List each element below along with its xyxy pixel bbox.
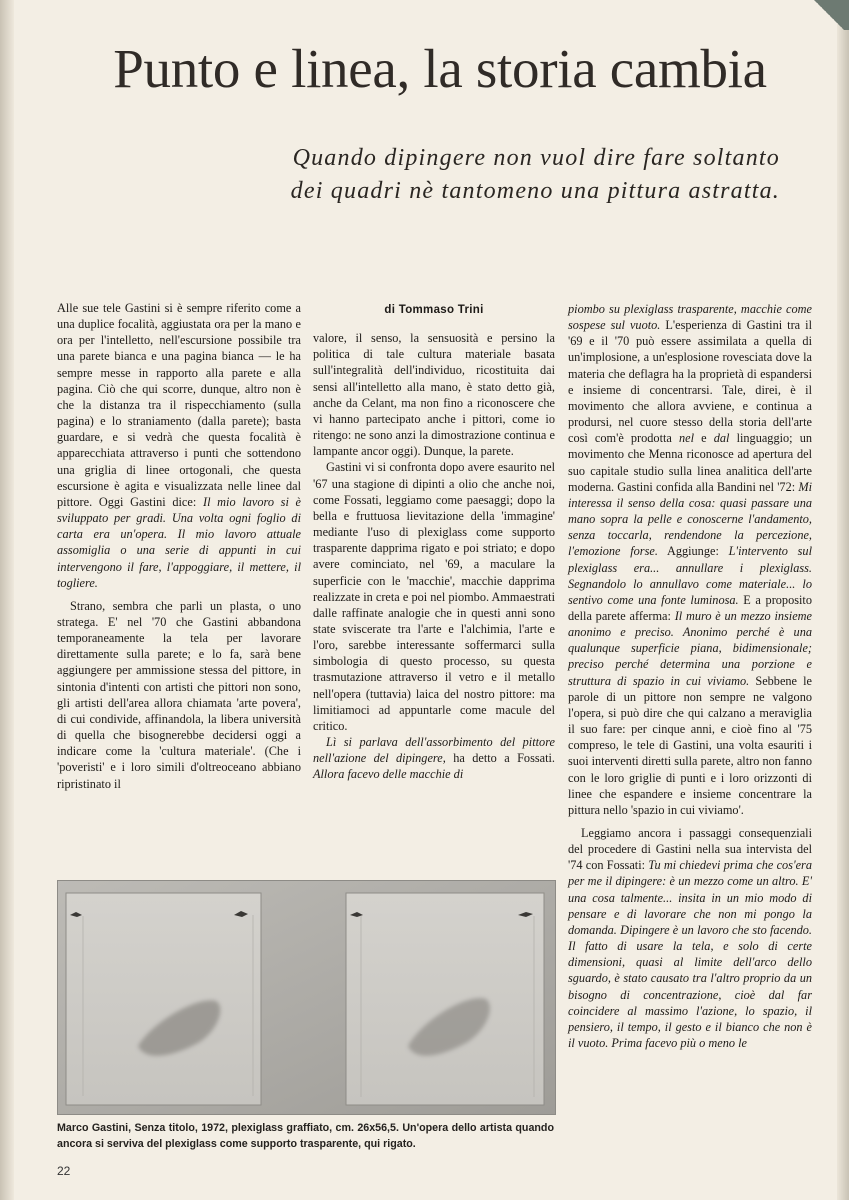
- article-title: Punto e linea, la storia cambia: [113, 38, 767, 99]
- quote-run: piombo su plexiglass trasparente, macchie come sospese sul vuoto.: [568, 302, 812, 333]
- quote-run: Allora facevo delle macchie di: [313, 767, 464, 782]
- artwork-photo: [57, 880, 556, 1115]
- quote-run: nel: [679, 431, 695, 446]
- paragraph: valore, il senso, la sensuosità e persino la politica di tale cultura materiale basata sull'integralità dell'individuo, ricostituita dai sensi all'intelletto alla mano, è stato detto già, anche da Celant, ma non fino a riconoscere che vi hanno partecipato anche i pittori, come io ritengo: ne sono anzi la dimostrazione continua e lampante ancor oggi). Dunque, la parete.: [313, 331, 555, 459]
- page-spine-shadow: [0, 0, 14, 1200]
- text-run: linguaggio; un movimento che Menna riconosce ad apertura del suo capitale studio sulla linea analitica dell'arte moderna. Gastini confida alla Bandini nel '72:: [568, 431, 813, 494]
- text-run: Leggiamo ancora i passaggi consequenziali del procedere di Gastini nella sua intervista del '74 con Fossati:: [568, 826, 812, 873]
- paragraph: [57, 300, 301, 591]
- subtitle-line-2: dei quadri nè tantomeno una pittura astratta.: [290, 178, 780, 204]
- text-run: E a proposito della parete afferma:: [568, 592, 812, 623]
- text-column-2: [313, 300, 555, 783]
- paragraph: [568, 301, 812, 818]
- text-column-3: [568, 301, 812, 1051]
- quote-run: Mi interessa il senso della cosa: quasi passare una mano sopra la pelle e conoscerne l'andamento, senza toccarla, rendendone la percezione, l'emozione forse.: [568, 479, 812, 559]
- text-run: Aggiunge:: [657, 544, 729, 559]
- paragraph: [313, 734, 555, 782]
- page-number: 22: [57, 1164, 71, 1178]
- text-run: ha detto a Fossati.: [445, 751, 556, 766]
- quote-run: Il muro è un mezzo insieme anonimo e preciso. Anonimo perché è una qualunque superficie piana, bidimensionale; preciso perché determina una porzione e struttura di spazio in cui viviamo.: [568, 608, 813, 688]
- quote-run: Tu mi chiedevi prima che cos'era per me il dipingere: è un mezzo come un altro. E' una cosa talmente... insita in un mio modo di pensare e di lavorare che non mi pongo la domanda. Dipingere è un lavoro che sto facendo. Il fatto di usare la tela, e solo di certe dimensioni, quasi al limite dell'arco dello sguardo, è stato causato tra l'altro proprio da un bisogno di concentrazione, cioè dal far coincidere al massimo l'azione, lo spazio, il pensiero, il tempo, il gesto e il bianco che non è il vuoto. Prima facevo più o meno le: [568, 858, 812, 1051]
- text-run: Sebbene le parole di un pittore non sempre ne valgono l'opera, si può dire che qui calzano a meraviglia il suo fare: per cinque anni, e cioè fino al '75 compreso, le tele di Gastini, una volta esauriti i suoi interventi diretti sulla parete, altro non fanno con le loro griglie di punti e i loro orizzonti di linee che espandere e insieme concentrare la pittura nello 'spazio in cui viviamo'.: [568, 673, 813, 817]
- paragraph: Strano, sembra che parli un plasta, o uno stratega. E' nel '70 che Gastini abbandona temporaneamente la tela per lavorare direttamente sulla parete; e lo fa, sarà bene aggiungere per ammissione stessa del pittore, in sintonia d'intenti con artisti che pittori non sono, gli artisti dell'area allora chiamata 'arte povera', di cui condivide, affinandola, la libera università di quella che bisognerebbe decidersi oggi a indicare come la 'cultura materiale'. (Che i 'poveristi' e i loro simili d'oltreoceano abbiano ripristinato il: [57, 598, 301, 791]
- quote-run: Il mio lavoro si è sviluppato per gradi. Una volta ogni foglio di carta era un'opera. Il mio lavoro attuale assomiglia o una serie di appunti in cui intervengono il fare, l'appoggiare, il mettere, il togliere.: [57, 494, 302, 590]
- page-edge-shadow: [837, 0, 849, 1200]
- text-run: L'esperienza di Gastini tra il '69 e il '70 può essere assimilata a quella di un'implosione, a un'esplosione rovesciata dove la materia che deflagra ha la proprietà di espandersi e insieme di concentrarsi. Tale, direi, è il movimento che allora avviene, e continua a prodursi, nel cuore stesso della storia dell'arte così com'è prodotta: [568, 318, 813, 446]
- byline: di Tommaso Trini: [384, 304, 484, 316]
- page-corner: [809, 0, 849, 30]
- text-run: e: [694, 431, 714, 446]
- quote-run: dal: [713, 431, 730, 446]
- quote-run: Lì si parlava dell'assorbimento del pittore nell'azione del dipingere,: [313, 735, 555, 766]
- paragraph: Gastini vi si confronta dopo avere esaurito nel '67 una stagione di dipinti a olio che anche noi, come Fossati, leggiamo come paesaggi; dopo la bella e fruttuosa lievitazione della 'immagine' mediante l'uso di plexiglass come supporto trasparente dapprima rigato e poi striato; e dopo avere cominciato, nel '69, a maculare la superficie con le 'macchie', macchie dapprima realizzate in creta e poi nel piombo. Ammaestrati dalle raffinate analogie che in questi anni sono state sviscerate tra l'arte e l'alchimia, l'arte e l'oro, sarebbe interessante soffermarci sulla simbologia di questo processo, su questa trasmutazione attraverso il vetro e il metallo nell'opera (tuttavia) laica del nostro pittore: ma limitiamoci ad appuntarle come macule del critico.: [313, 460, 555, 733]
- text-run: Alle sue tele Gastini si è sempre riferito come a una duplice focalità, aggiustata ora per la mano e ora per l'intelletto, nell'escursione possibile tra una parete bianca e una pagina bianca — le ha sempre messe in rapporto alla parete e alla pagina. Ciò che qui scorre, dunque, altro non è che la distanza tra il rispecchiamento (sulla pagina) e lo straniamento (dalla parete); basta guardare, e si vedrà che questa focalità è apparecchiata attraverso i punti che sottendono una griglia di linee ortogonali, che questa escursione è agita e visualizzata nelle linee dal pittore. Oggi Gastini dice:: [57, 301, 301, 509]
- quote-run: L'intervento sul plexiglass era... annullare i plexiglass. Segnandolo lo annullavo come materiale... lo sentivo come una fonte luminosa.: [568, 544, 812, 607]
- subtitle-line-1: Quando dipingere non vuol dire fare soltanto: [292, 145, 780, 171]
- text-column-1: [57, 300, 301, 792]
- paragraph: [568, 825, 812, 1051]
- article-subtitle: [90, 142, 780, 208]
- artwork-photo-image: [58, 881, 555, 1114]
- figure-caption: Marco Gastini, Senza titolo, 1972, plexiglass graffiato, cm. 26x56,5. Un'opera dello artista quando ancora si serviva del plexiglass come supporto trasparente, qui rigato.: [57, 1122, 554, 1150]
